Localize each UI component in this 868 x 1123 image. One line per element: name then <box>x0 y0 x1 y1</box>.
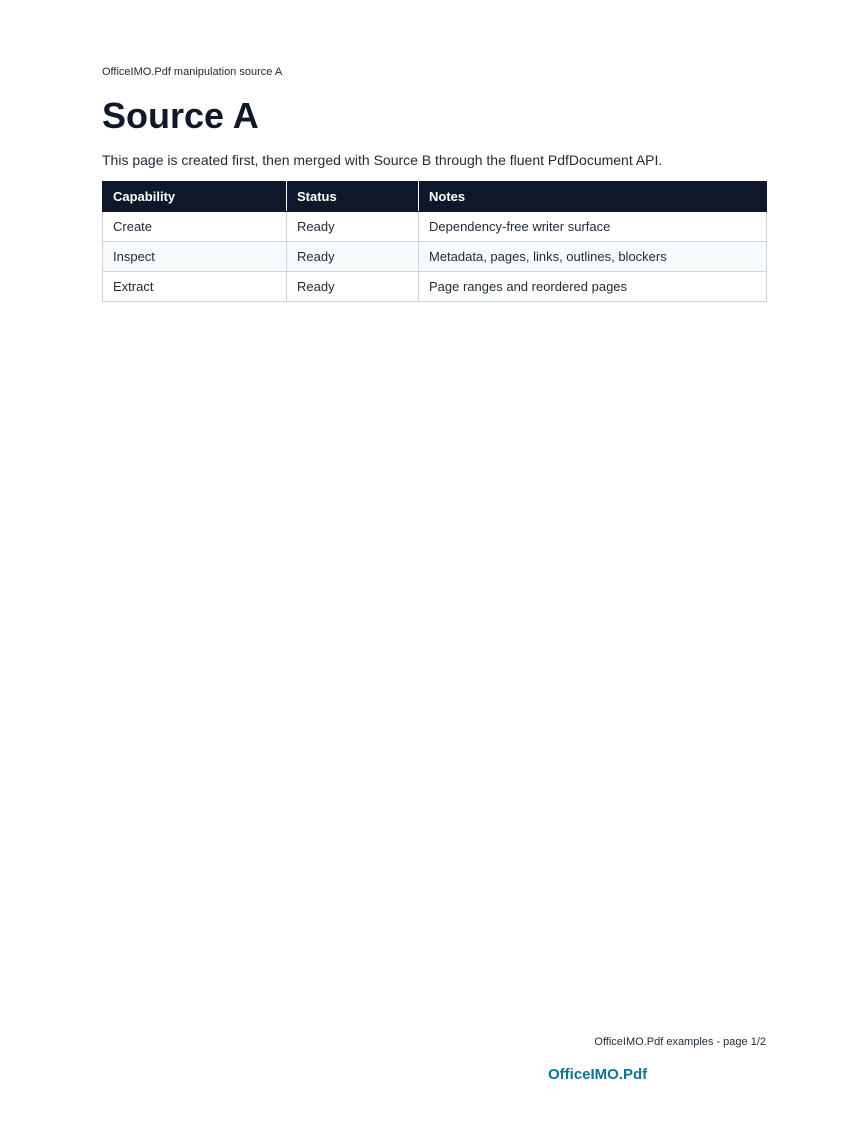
table-header-row <box>103 182 767 212</box>
cell-status: Ready <box>287 272 419 302</box>
table-row <box>103 242 767 272</box>
intro-paragraph: This page is created first, then merged with Source B through the fluent PdfDocument API. <box>102 152 663 168</box>
capability-table <box>102 181 767 302</box>
cell-status: Ready <box>287 242 419 272</box>
table-row <box>103 272 767 302</box>
cell-capability: Extract <box>103 272 287 302</box>
cell-status: Ready <box>287 212 419 242</box>
column-header-notes: Notes <box>419 182 767 212</box>
column-header-capability: Capability <box>103 182 287 212</box>
column-header-status: Status <box>287 182 419 212</box>
cell-notes: Metadata, pages, links, outlines, blockers <box>419 242 767 272</box>
cell-capability: Inspect <box>103 242 287 272</box>
cell-notes: Dependency-free writer surface <box>419 212 767 242</box>
cell-capability: Create <box>103 212 287 242</box>
footer-brand: OfficeIMO.Pdf <box>548 1066 648 1083</box>
footer-page-number: OfficeIMO.Pdf examples - page 1/2 <box>594 1036 766 1048</box>
cell-notes: Page ranges and reordered pages <box>419 272 767 302</box>
page-header: OfficeIMO.Pdf manipulation source A <box>102 66 283 78</box>
table-row <box>103 212 767 242</box>
page-title: Source A <box>102 95 259 136</box>
